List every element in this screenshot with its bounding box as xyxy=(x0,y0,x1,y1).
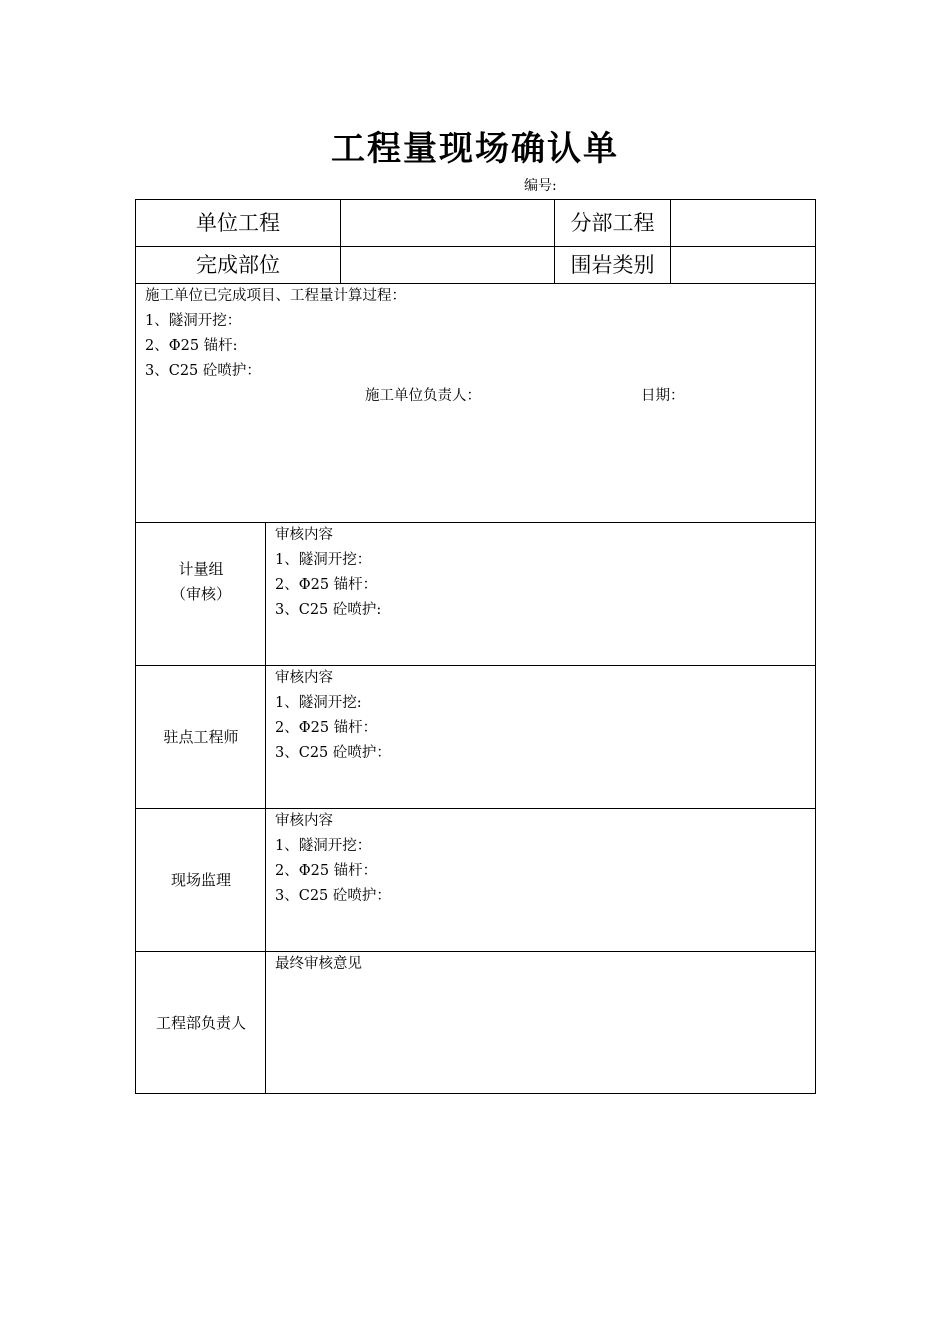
table-border-left xyxy=(135,199,136,1094)
rock-class-label: 围岩类别 xyxy=(570,253,655,277)
table-border-bottom xyxy=(135,1093,816,1094)
contractor-heading: 施工单位已完成项目、工程量计算过程： xyxy=(145,288,406,304)
final-review-field[interactable] xyxy=(266,978,815,1093)
sub-project-label: 分部工程 xyxy=(570,211,655,235)
list-item: 1、隧洞开挖： xyxy=(145,313,242,329)
contractor-signer-label: 施工单位负责人： xyxy=(365,388,481,404)
document-title: 工程量现场确认单 xyxy=(331,129,619,169)
review-heading: 审核内容 xyxy=(275,813,333,829)
list-item: 3、C25 砼喷护： xyxy=(275,888,391,904)
table-divider xyxy=(135,665,816,666)
sub-project-field[interactable] xyxy=(671,200,815,246)
review-heading: 审核内容 xyxy=(275,670,333,686)
review-label: 驻点工程师 xyxy=(163,728,239,746)
unit-project-field[interactable] xyxy=(341,200,554,246)
review-label: 计量组 xyxy=(178,560,224,578)
review-label: 现场监理 xyxy=(170,871,231,889)
review-label: 工程部负责人 xyxy=(155,1014,246,1032)
review-heading: 审核内容 xyxy=(275,527,333,543)
list-item: 1、隧洞开挖： xyxy=(275,838,372,854)
list-item: 1、隧洞开挖: xyxy=(275,695,362,711)
contractor-date-label: 日期： xyxy=(641,388,685,404)
list-item: 2、Φ25 锚杆： xyxy=(275,577,378,593)
completed-location-label: 完成部位 xyxy=(196,253,280,277)
rock-class-field[interactable] xyxy=(671,247,815,283)
list-item: 2、Φ25 锚杆： xyxy=(275,720,378,736)
list-item: 2、Φ25 锚杆: xyxy=(145,338,238,354)
list-item: 3、C25 砼喷护： xyxy=(145,363,261,379)
table-border-right xyxy=(815,199,816,1094)
list-item: 3、C25 砼喷护： xyxy=(275,745,391,761)
table-divider xyxy=(135,522,816,523)
list-item: 3、C25 砼喷护: xyxy=(275,602,382,618)
unit-project-label: 单位工程 xyxy=(196,211,280,235)
completed-location-field[interactable] xyxy=(341,247,554,283)
final-review-heading: 最终审核意见 xyxy=(275,956,362,972)
list-item: 1、隧洞开挖： xyxy=(275,552,372,568)
list-item: 2、Φ25 锚杆： xyxy=(275,863,378,879)
table-divider xyxy=(135,808,816,809)
serial-number-label: 编号: xyxy=(524,178,557,194)
table-divider xyxy=(135,951,816,952)
review-label-sub: （审核） xyxy=(170,585,231,603)
